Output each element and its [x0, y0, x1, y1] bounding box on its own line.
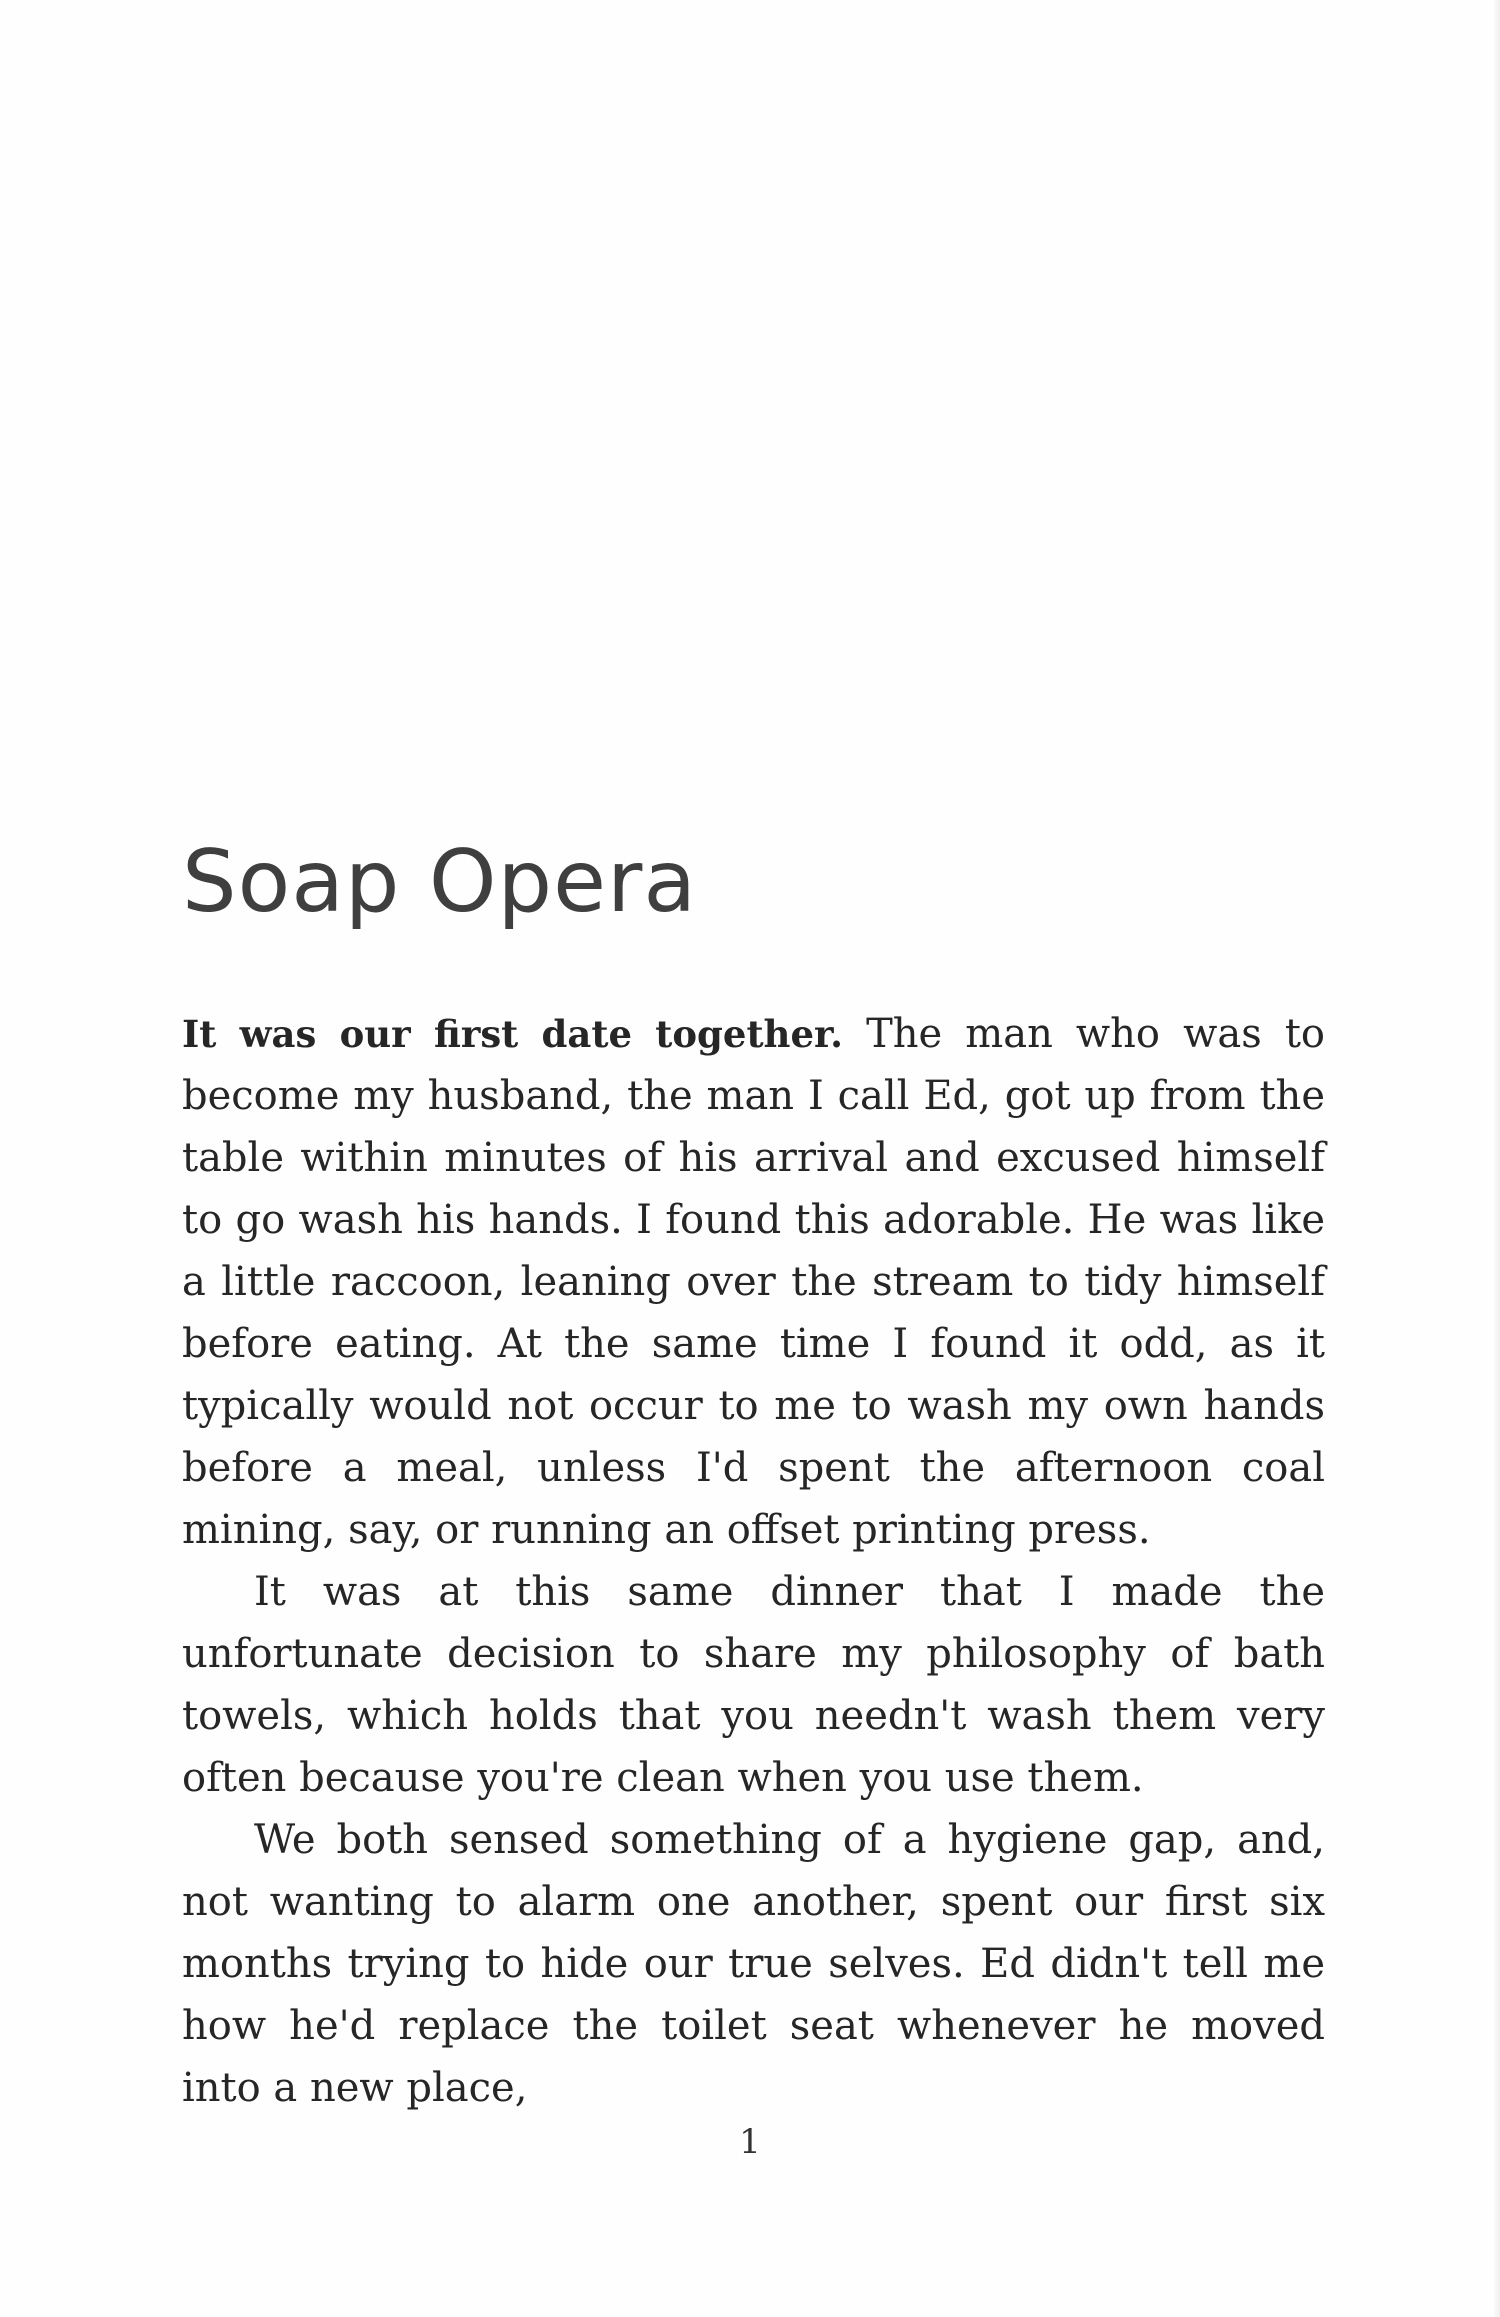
paragraph-1-text: The man who was to become my husband, the man I call Ed, got up from the table within minutes of his arrival and excused himself to go wash his hands. I found this adorable. He was like a little raccoon, leaning over the stream to tidy himself before eating. At the same time I found it odd, as it typically would not occur to me to wash my own hands before a meal, unless I'd spent the afternoon coal mining, say, or running an offset printing press.	[182, 1011, 1325, 1553]
paragraph-1	[182, 1003, 1325, 1561]
chapter-body	[182, 1003, 1325, 2119]
paragraph-2: It was at this same dinner that I made the unfortunate decision to share my philosophy of bath towels, which holds that you needn't wash them very often because you're clean when you use them.	[182, 1569, 1325, 1801]
page-number: 1	[739, 2122, 761, 2162]
chapter-title: Soap Opera	[182, 832, 698, 932]
paragraph-3: We both sensed something of a hygiene gap, and, not wanting to alarm one another, spent our first six months trying to hide our true selves. Ed didn't tell me how he'd replace the toilet seat whenever he moved into a new place,	[182, 1817, 1325, 2111]
page-edge-shadow	[1494, 0, 1500, 2317]
paragraph-1-lead: It was our first date together.	[182, 1012, 843, 1056]
